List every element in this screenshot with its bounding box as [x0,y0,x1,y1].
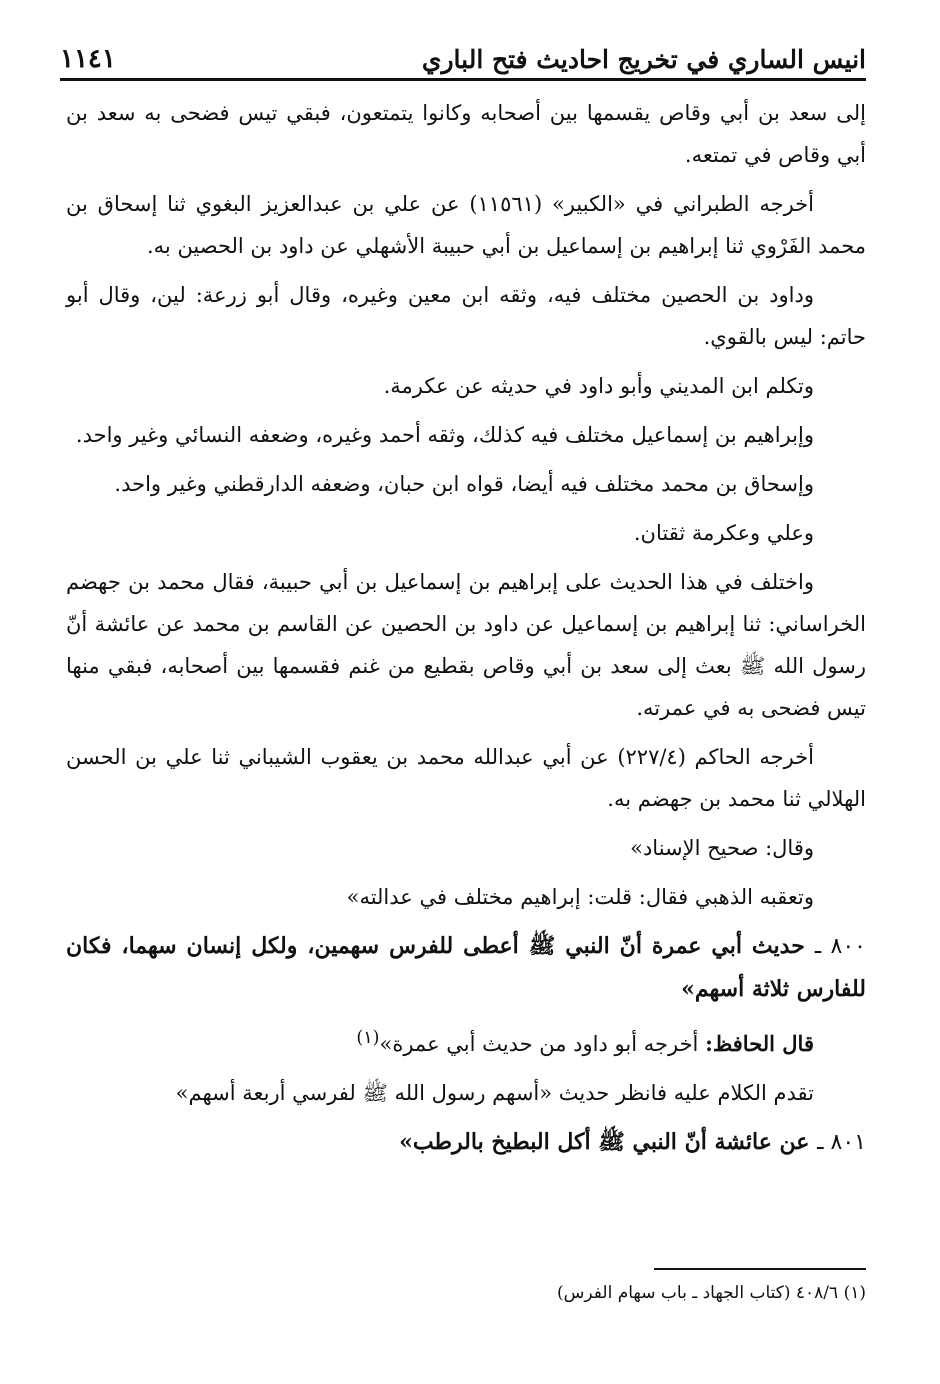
hafiz-text: أخرجه أبو داود من حديث أبي عمرة» [379,1032,699,1056]
paragraph: إلى سعد بن أبي وقاص يقسمها بين أصحابه وكانوا يتمتعون، فبقي تيس فضحى به سعد بن أبي وقاص في تمتعه. [66,101,866,167]
hadith-number: ٨٠١ ـ [817,1130,866,1155]
book-title: انيس الساري في تخريج احاديث فتح الباري [421,45,866,74]
paragraph: وإسحاق بن محمد مختلف فيه أيضا، قواه ابن حبان، وضعفه الدارقطني وغير واحد. [114,472,814,496]
hadith-text: حديث أبي عمرة أنّ النبي ﷺ أعطى للفرس سهمين، ولكل إنسان سهما، فكان للفارس ثلاثة أسهم» [66,933,866,1002]
page-number: ١١٤١ [60,44,116,74]
page-body [66,92,866,1171]
hafiz-paragraph [66,1017,866,1065]
paragraph: وإبراهيم بن إسماعيل مختلف فيه كذلك، وثقه أحمد وغيره، وضعفه النسائي وغير واحد. [75,423,814,447]
paragraph: واختلف في هذا الحديث على إبراهيم بن إسماعيل بن أبي حبيبة، فقال محمد بن جهضم الخراساني: ثنا إبراهيم بن إسماعيل عن داود بن الحصين عن القاسم بن محمد عن عائشة أنّ رسول الله ﷺ بعث إلى سعد بن أبي وقاص بقطيع من غنم فقسمها بين أصحابه، فبقي منها تيس فضحى به في عمرته. [66,570,866,720]
hadith-number: ٨٠٠ ـ [814,934,866,959]
paragraph: أخرجه الطبراني في «الكبير» (١١٥٦١) عن علي بن عبدالعزيز البغوي ثنا إسحاق بن محمد الفَرْوي ثنا إبراهيم بن إسماعيل بن أبي حبيبة الأشهلي عن داود بن الحصين به. [66,192,866,258]
hadith-text: عن عائشة أنّ النبي ﷺ أكل البطيخ بالرطب» [399,1129,810,1155]
paragraph: وتكلم ابن المديني وأبو داود في حديثه عن عكرمة. [383,374,814,398]
footnote-ref[interactable]: (١) [356,1028,380,1048]
paragraph: أخرجه الحاكم (٢٢٧/٤) عن أبي عبدالله محمد بن يعقوب الشيباني ثنا علي بن الحسن الهلالي ثنا محمد بن جهضم به. [66,745,866,811]
footnote: (١) ٤٠٨/٦ (كتاب الجهاد ـ باب سهام الفرس) [557,1283,866,1303]
hadith-801 [66,1121,866,1164]
paragraph: تقدم الكلام عليه فانظر حديث «أسهم رسول الله ﷺ لفرسي أربعة أسهم» [175,1081,814,1105]
hafiz-label: قال الحافظ: [705,1031,814,1056]
paragraph: وقال: صحيح الإسناد» [630,836,814,860]
footnote-divider [654,1268,866,1270]
paragraph: وعلي وعكرمة ثقتان. [633,521,814,545]
hadith-800 [66,925,866,1010]
paragraph: وداود بن الحصين مختلف فيه، وثقه ابن معين وغيره، وقال أبو زرعة: لين، وقال أبو حاتم: ليس بالقوي. [66,283,866,349]
running-header [60,28,866,81]
paragraph: وتعقبه الذهبي فقال: قلت: إبراهيم مختلف في عدالته» [346,885,814,909]
